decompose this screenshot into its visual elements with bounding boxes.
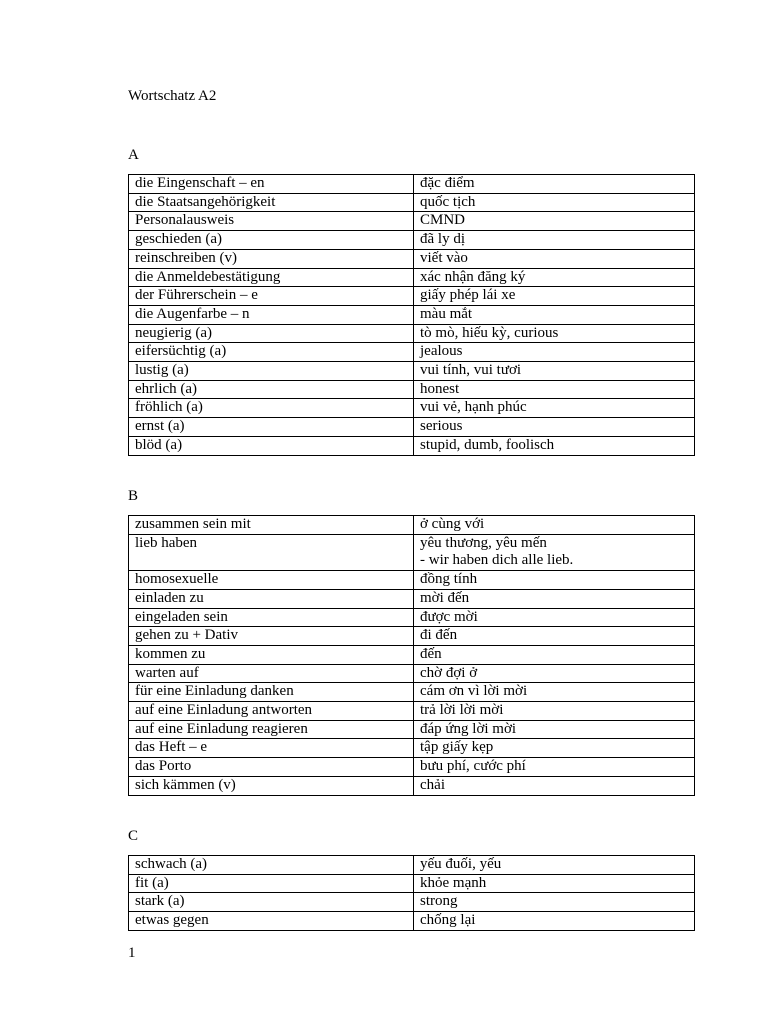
translation-cell: khỏe mạnh <box>414 874 695 893</box>
translation-cell: quốc tịch <box>414 193 695 212</box>
document-title: Wortschatz A2 <box>128 88 217 104</box>
german-term-cell: gehen zu + Dativ <box>129 627 414 646</box>
translation-cell: trả lời lời mời <box>414 702 695 721</box>
german-term-cell: geschieden (a) <box>129 231 414 250</box>
table-row <box>129 231 695 250</box>
section-heading-c: C <box>128 828 139 844</box>
table-row <box>129 664 695 683</box>
german-term-cell: eingeladen sein <box>129 608 414 627</box>
translation-cell: xác nhận đăng ký <box>414 268 695 287</box>
translation-cell: màu mắt <box>414 305 695 324</box>
german-term-cell: ernst (a) <box>129 418 414 437</box>
table-row <box>129 268 695 287</box>
table-row <box>129 516 695 535</box>
table-row <box>129 343 695 362</box>
table-row <box>129 436 695 455</box>
german-term-cell: lieb haben <box>129 534 414 570</box>
german-term-cell: blöd (a) <box>129 436 414 455</box>
table-row <box>129 627 695 646</box>
translation-cell: jealous <box>414 343 695 362</box>
german-term-cell: sich kämmen (v) <box>129 776 414 795</box>
german-term-cell: das Heft – e <box>129 739 414 758</box>
page-number: 1 <box>128 945 136 961</box>
german-term-cell: Personalausweis <box>129 212 414 231</box>
translation-cell: đi đến <box>414 627 695 646</box>
table-row <box>129 720 695 739</box>
german-term-cell: fröhlich (a) <box>129 399 414 418</box>
translation-cell: chống lại <box>414 912 695 931</box>
german-term-cell: eifersüchtig (a) <box>129 343 414 362</box>
table-row <box>129 758 695 777</box>
translation-cell: tò mò, hiếu kỳ, curious <box>414 324 695 343</box>
german-term-cell: schwach (a) <box>129 856 414 875</box>
table-row <box>129 739 695 758</box>
translation-cell: honest <box>414 380 695 399</box>
translation-cell: yêu thương, yêu mến - wir haben dich alle lieb. <box>414 534 695 570</box>
table-row <box>129 212 695 231</box>
translation-cell: vui tính, vui tươi <box>414 362 695 381</box>
table-row <box>129 893 695 912</box>
table-row <box>129 874 695 893</box>
translation-cell: strong <box>414 893 695 912</box>
german-term-cell: homosexuelle <box>129 571 414 590</box>
translation-cell: serious <box>414 418 695 437</box>
translation-cell: cám ơn vì lời mời <box>414 683 695 702</box>
table-row <box>129 608 695 627</box>
table-row <box>129 380 695 399</box>
german-term-cell: stark (a) <box>129 893 414 912</box>
translation-cell: vui vẻ, hạnh phúc <box>414 399 695 418</box>
translation-cell: viết vào <box>414 249 695 268</box>
german-term-cell: fit (a) <box>129 874 414 893</box>
table-row <box>129 683 695 702</box>
german-term-cell: etwas gegen <box>129 912 414 931</box>
table-row <box>129 249 695 268</box>
german-term-cell: der Führerschein – e <box>129 287 414 306</box>
table-row <box>129 702 695 721</box>
german-term-cell: ehrlich (a) <box>129 380 414 399</box>
german-term-cell: einladen zu <box>129 589 414 608</box>
translation-cell: được mời <box>414 608 695 627</box>
translation-cell: đã ly dị <box>414 231 695 250</box>
table-row <box>129 193 695 212</box>
table-row <box>129 287 695 306</box>
table-row <box>129 571 695 590</box>
translation-cell: đặc điểm <box>414 175 695 194</box>
table-row <box>129 399 695 418</box>
german-term-cell: die Anmeldebestätigung <box>129 268 414 287</box>
translation-cell: ở cùng với <box>414 516 695 535</box>
german-term-cell: reinschreiben (v) <box>129 249 414 268</box>
table-row <box>129 362 695 381</box>
translation-cell: mời đến <box>414 589 695 608</box>
german-term-cell: die Augenfarbe – n <box>129 305 414 324</box>
table-row <box>129 589 695 608</box>
translation-cell: CMND <box>414 212 695 231</box>
translation-cell: tập giấy kẹp <box>414 739 695 758</box>
table-row <box>129 645 695 664</box>
vocab-table-c <box>128 855 695 931</box>
translation-cell: chải <box>414 776 695 795</box>
translation-cell: yếu đuối, yếu <box>414 856 695 875</box>
table-row <box>129 856 695 875</box>
german-term-cell: kommen zu <box>129 645 414 664</box>
translation-cell: đáp ứng lời mời <box>414 720 695 739</box>
table-row <box>129 418 695 437</box>
german-term-cell: die Eingenschaft – en <box>129 175 414 194</box>
german-term-cell: das Porto <box>129 758 414 777</box>
german-term-cell: auf eine Einladung antworten <box>129 702 414 721</box>
german-term-cell: zusammen sein mit <box>129 516 414 535</box>
section-heading-a: A <box>128 147 139 163</box>
german-term-cell: lustig (a) <box>129 362 414 381</box>
table-row <box>129 776 695 795</box>
table-row <box>129 912 695 931</box>
table-row <box>129 534 695 570</box>
german-term-cell: die Staatsangehörigkeit <box>129 193 414 212</box>
table-row <box>129 305 695 324</box>
table-row <box>129 175 695 194</box>
translation-cell: stupid, dumb, foolisch <box>414 436 695 455</box>
translation-cell: giấy phép lái xe <box>414 287 695 306</box>
translation-cell: đồng tính <box>414 571 695 590</box>
german-term-cell: warten auf <box>129 664 414 683</box>
translation-cell: chờ đợi ở <box>414 664 695 683</box>
german-term-cell: auf eine Einladung reagieren <box>129 720 414 739</box>
translation-cell: bưu phí, cước phí <box>414 758 695 777</box>
german-term-cell: für eine Einladung danken <box>129 683 414 702</box>
section-heading-b: B <box>128 488 139 504</box>
vocab-table-b <box>128 515 695 796</box>
table-row <box>129 324 695 343</box>
vocab-table-a <box>128 174 695 456</box>
german-term-cell: neugierig (a) <box>129 324 414 343</box>
translation-cell: đến <box>414 645 695 664</box>
